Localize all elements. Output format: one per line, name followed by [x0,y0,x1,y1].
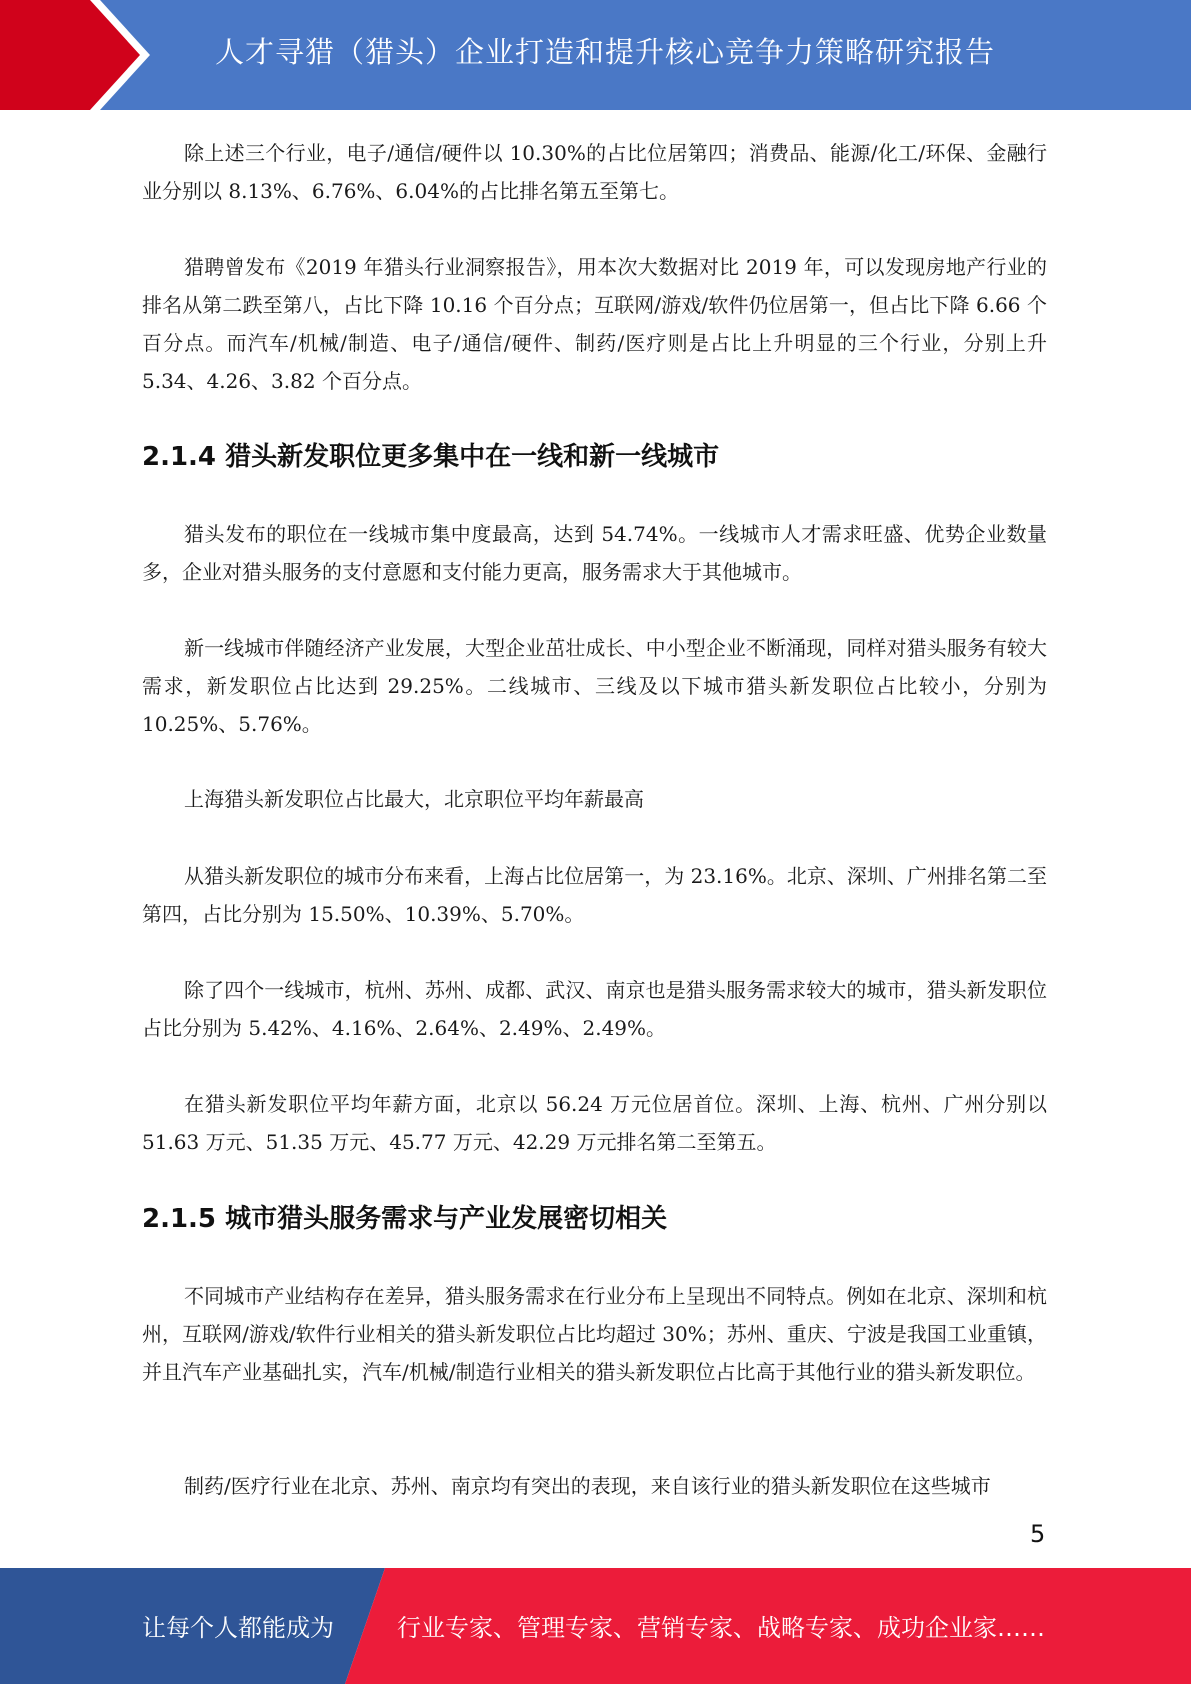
paragraph-3: 猎头发布的职位在一线城市集中度最高，达到 54.74%。一线城市人才需求旺盛、优势企业数量多，企业对猎头服务的支付意愿和支付能力更高，服务需求大于其他城市。 [142,522,1047,584]
paragraph-5: 上海猎头新发职位占比最大，北京职位平均年薪最高 [184,787,644,811]
paragraph-4: 新一线城市伴随经济产业发展，大型企业茁壮成长、中小型企业不断涌现，同样对猎头服务有较大需求，新发职位占比达到 29.25%。二线城市、三线及以下城市猎头新发职位占比较小，分别为 10.25%、5.76%。 [142,636,1047,736]
document-title: 人才寻猎（猎头）企业打造和提升核心竞争力策略研究报告 [215,35,996,69]
paragraph-2: 猎聘曾发布《2019 年猎头行业洞察报告》，用本次大数据对比 2019 年，可以发现房地产行业的排名从第二跌至第八，占比下降 10.16 个百分点；互联网/游戏/软件仍位居第一，但占比下降 6.66 个百分点。而汽车/机械/制造、电子/通信/硬件、制药/医疗则是占比上升明显的三个行业，分别上升 5.34、4.26、3.82 个百分点。 [142,255,1047,393]
page-number: 5 [1030,1520,1046,1548]
page-header [0,0,1191,110]
footer-slogan-right: 行业专家、管理专家、营销专家、战略专家、成功企业家…… [397,1614,1045,1642]
section-heading-2-1-5: 2.1.5 城市猎头服务需求与产业发展密切相关 [142,1204,668,1234]
paragraph-10: 制药/医疗行业在北京、苏州、南京均有突出的表现，来自该行业的猎头新发职位在这些城市 [184,1474,991,1498]
page-footer [0,1568,1191,1684]
paragraph-7: 除了四个一线城市，杭州、苏州、成都、武汉、南京也是猎头服务需求较大的城市，猎头新发职位占比分别为 5.42%、4.16%、2.64%、2.49%、2.49%。 [142,978,1047,1040]
paragraph-1: 除上述三个行业，电子/通信/硬件以 10.30%的占比位居第四；消费品、能源/化工/环保、金融行业分别以 8.13%、6.76%、6.04%的占比排名第五至第七。 [142,141,1047,203]
section-heading-2-1-4: 2.1.4 猎头新发职位更多集中在一线和新一线城市 [142,442,720,472]
paragraph-9: 不同城市产业结构存在差异，猎头服务需求在行业分布上呈现出不同特点。例如在北京、深圳和杭州，互联网/游戏/软件行业相关的猎头新发职位占比均超过 30%；苏州、重庆、宁波是我国工业重镇，并且汽车产业基础扎实，汽车/机械/制造行业相关的猎头新发职位占比高于其他行业的猎头新发职位。 [142,1284,1047,1384]
paragraph-8: 在猎头新发职位平均年薪方面，北京以 56.24 万元位居首位。深圳、上海、杭州、广州分别以 51.63 万元、51.35 万元、45.77 万元、42.29 万元排名第二至第五。 [142,1092,1047,1154]
footer-slogan-left: 让每个人都能成为 [142,1614,334,1642]
paragraph-6: 从猎头新发职位的城市分布来看，上海占比位居第一，为 23.16%。北京、深圳、广州排名第二至第四，占比分别为 15.50%、10.39%、5.70%。 [142,864,1047,926]
